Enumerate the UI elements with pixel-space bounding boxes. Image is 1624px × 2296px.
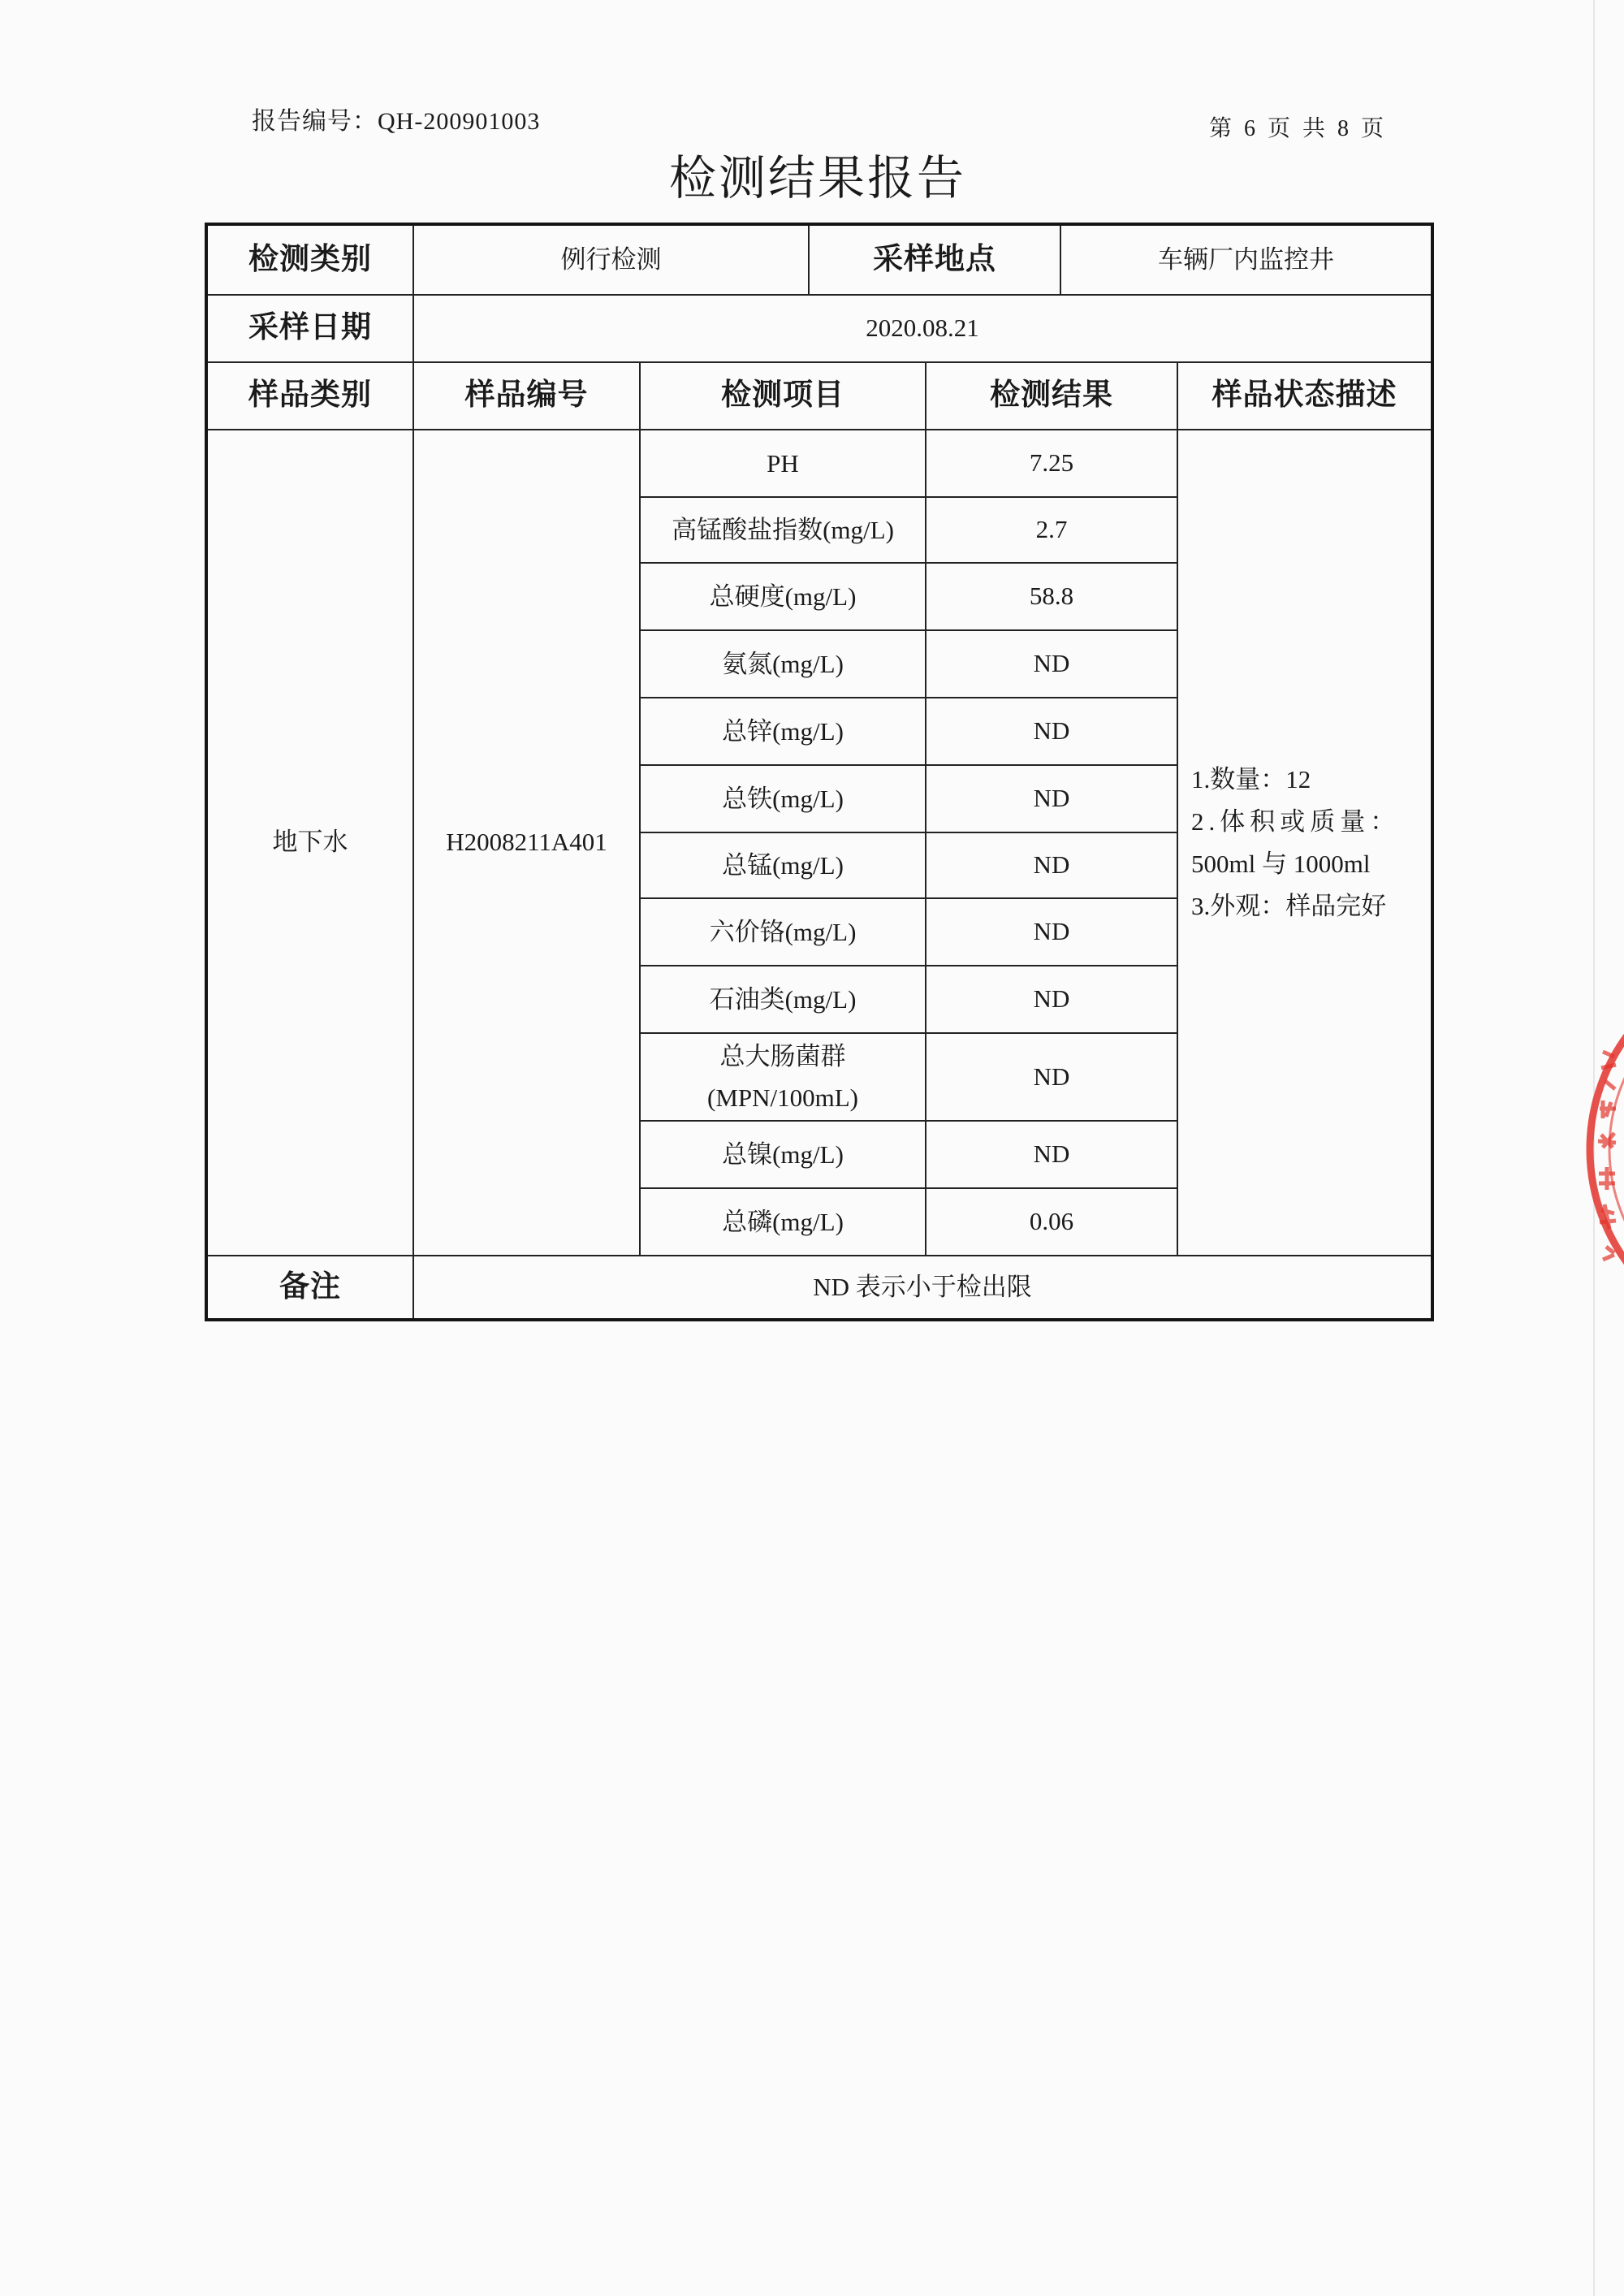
column-header: 样品类别 [206, 362, 413, 430]
category-label: 检测类别 [206, 224, 413, 295]
remarks-text: ND 表示小于检出限 [413, 1256, 1432, 1320]
test-item: 总硬度(mg/L) [640, 563, 926, 630]
column-header: 检测结果 [926, 362, 1177, 430]
test-result: ND [926, 630, 1177, 698]
table-row [206, 430, 1432, 497]
sample-description [1177, 430, 1432, 1256]
description-line: 1.数量：12 [1191, 764, 1311, 793]
sample-type: 地下水 [206, 430, 413, 1256]
test-result: 2.7 [926, 497, 1177, 563]
seal-icon [1579, 979, 1624, 1320]
category-value: 例行检测 [413, 224, 809, 295]
info-row-date [206, 295, 1432, 362]
test-result: 58.8 [926, 563, 1177, 630]
report-title: 检测结果报告 [668, 152, 966, 205]
remarks-label: 备注 [206, 1256, 413, 1320]
column-header: 样品状态描述 [1177, 362, 1432, 430]
column-header-row [206, 362, 1432, 430]
test-result: 0.06 [926, 1188, 1177, 1256]
test-result: ND [926, 1121, 1177, 1188]
results-table [205, 223, 1434, 1321]
test-result: ND [926, 832, 1177, 898]
test-result: 7.25 [926, 430, 1177, 497]
column-header: 样品编号 [413, 362, 640, 430]
test-result: ND [926, 1033, 1177, 1121]
test-result: ND [926, 898, 1177, 966]
red-seal-stamp [1579, 979, 1624, 1320]
test-item: PH [640, 430, 926, 497]
test-item: 高锰酸盐指数(mg/L) [640, 497, 926, 563]
description-line: 2.体积或质量： [1191, 806, 1401, 836]
page-indicator: 第 6 页 共 8 页 [1208, 116, 1385, 141]
remarks-row [206, 1256, 1432, 1320]
test-result: ND [926, 698, 1177, 765]
info-row-category [206, 224, 1432, 295]
test-item: 氨氮(mg/L) [640, 630, 926, 698]
test-result: ND [926, 765, 1177, 832]
test-item: 总镍(mg/L) [640, 1121, 926, 1188]
sample-id: H2008211A401 [413, 430, 640, 1256]
test-result: ND [926, 966, 1177, 1033]
test-item: 总锌(mg/L) [640, 698, 926, 765]
description-line: 3.外观：样品完好 [1191, 891, 1387, 920]
test-item: 总锰(mg/L) [640, 832, 926, 898]
site-label: 采样地点 [809, 224, 1060, 295]
test-item: 总铁(mg/L) [640, 765, 926, 832]
site-value: 车辆厂内监控井 [1060, 224, 1432, 295]
test-item: 总磷(mg/L) [640, 1188, 926, 1256]
description-line: 500ml 与 1000ml [1191, 849, 1371, 878]
report-number: 报告编号：QH-200901003 [252, 108, 541, 135]
column-header: 检测项目 [640, 362, 926, 430]
date-label: 采样日期 [206, 295, 413, 362]
test-item: 六价铬(mg/L) [640, 898, 926, 966]
date-value: 2020.08.21 [413, 295, 1432, 362]
test-item: 石油类(mg/L) [640, 966, 926, 1033]
test-item: 总大肠菌群 (MPN/100mL) [640, 1033, 926, 1121]
